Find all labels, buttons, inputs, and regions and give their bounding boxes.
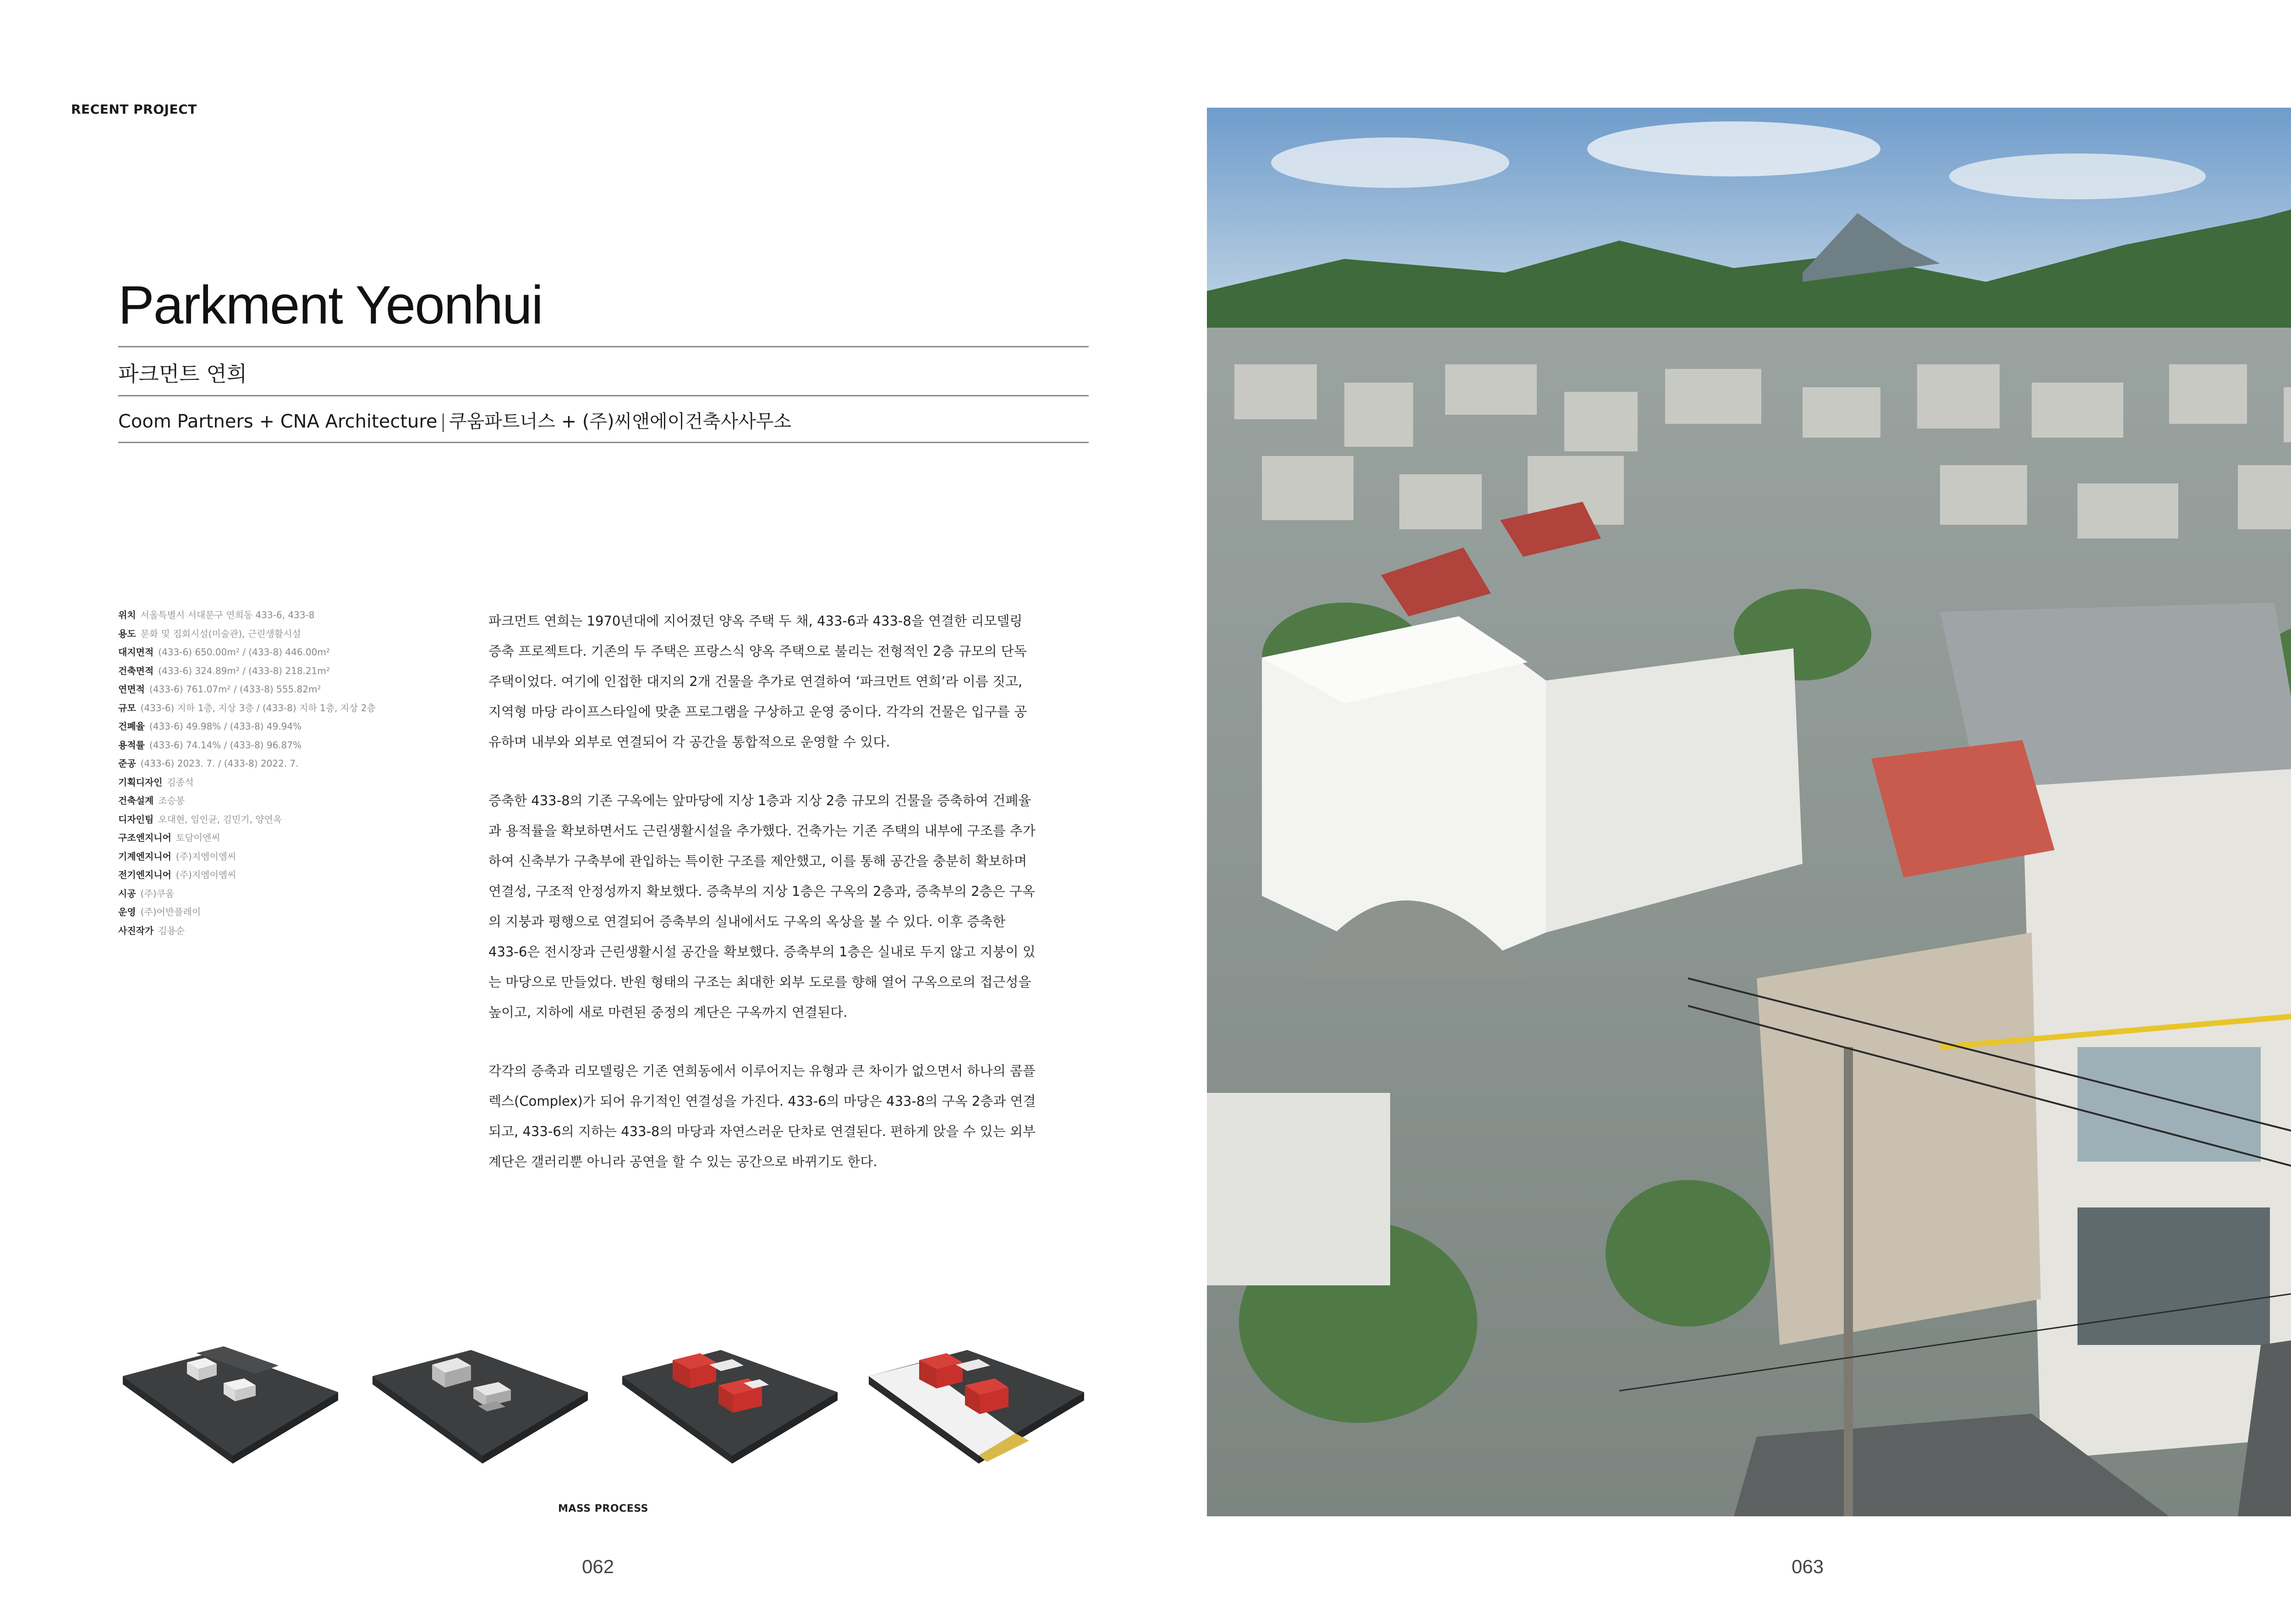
spec-row <box>118 643 448 662</box>
spec-value: (주)지엠이엠씨 <box>175 850 236 862</box>
spec-label: 시공 <box>118 888 136 899</box>
architect-credit <box>118 407 791 433</box>
body-paragraph: 증축한 433-8의 기존 구옥에는 앞마당에 지상 1층과 지상 2층 규모의 건물을 증축하여 건폐율과 용적률을 확보하면서도 근린생활시설을 추가했다. 건축가는 기존 주택의 내부에 구조를 추가하여 신축부가 구축부에 관입하는 특이한 구조를 제안했고, 이를 통해 공간을 충분히 확보하며 연결성, 구조적 안정성까지 확보했다. 증축부의 지상 1층은 구옥의 2층과, 증축부의 2층은 구옥의 지붕과 평행으로 연결되어 증축부의 실내에서도 구옥의 옥상을 볼 수 있다. 이후 증축한 433-6은 전시장과 근린생활시설 공간을 확보했다. 증축부의 1층은 실내로 두지 않고 지붕이 있는 마당으로 만들었다. 반원 형태의 구조는 최대한 외부 도로를 향해 열어 구옥으로의 접근성을 높이고, 지하에 새로 마련된 중정의 계단은 구옥까지 연결된다. <box>488 793 1036 1020</box>
spec-value: 문화 및 집회시설(미술관), 근린생활시설 <box>140 628 301 639</box>
spec-row <box>118 791 448 810</box>
architect-ko: 쿠움파트너스 + (주)씨앤에이건축사사무소 <box>449 411 792 432</box>
mass-step-1 <box>118 1337 343 1488</box>
spec-value: (433-6) 2023. 7. / (433-8) 2022. 7. <box>140 758 299 769</box>
subtitle-divider <box>118 395 1089 396</box>
credit-separator: | <box>440 411 447 432</box>
spec-label: 디자인팀 <box>118 813 154 825</box>
spec-label: 대지면적 <box>118 647 154 658</box>
spec-row <box>118 625 448 643</box>
page-number-right: 063 <box>1792 1556 1824 1577</box>
spec-row <box>118 866 448 884</box>
spec-value: 김용순 <box>158 925 185 936</box>
mass-step-3 <box>618 1337 842 1488</box>
spec-row <box>118 736 448 755</box>
spec-row <box>118 903 448 922</box>
spec-row <box>118 606 448 625</box>
spec-row <box>118 717 448 736</box>
spec-label: 건축설계 <box>118 795 154 806</box>
spec-label: 구조엔지니어 <box>118 832 171 843</box>
spec-row <box>118 847 448 866</box>
title-divider <box>118 346 1089 347</box>
spec-label: 용도 <box>118 628 136 639</box>
spec-row <box>118 884 448 903</box>
spec-value: 김종석 <box>167 776 194 788</box>
spec-value: (주)지엠이엠씨 <box>175 869 236 880</box>
mass-step-4 <box>864 1337 1089 1488</box>
spec-row <box>118 662 448 680</box>
spec-row <box>118 754 448 773</box>
article-body <box>488 606 1038 1205</box>
spec-value: (주)어반플레이 <box>140 906 201 917</box>
spec-row <box>118 922 448 940</box>
body-paragraph: 파크먼트 연희는 1970년대에 지어졌던 양옥 주택 두 채, 433-6과 433-8을 연결한 리모델링 증축 프로젝트다. 기존의 두 주택은 프랑스식 양옥 주택으로 불리는 전형적인 2층 규모의 단독주택이었다. 여기에 인접한 대지의 2개 건물을 추가로 연결하여 ‘파크먼트 연희’라 이름 짓고, 지역형 마당 라이프스타일에 맞춘 프로그램을 구상하고 운영 중이다. 각각의 건물은 입구를 공유하며 내부와 외부로 연결되어 각 공간을 통합적으로 운영할 수 있다. <box>488 613 1027 750</box>
spec-label: 연면적 <box>118 684 145 695</box>
spec-label: 사진작가 <box>118 925 154 936</box>
spec-label: 준공 <box>118 758 136 769</box>
project-specs <box>118 606 448 940</box>
spec-value: 오대현, 임인균, 김민기, 양연옥 <box>158 813 282 825</box>
body-paragraph: 각각의 증축과 리모델링은 기존 연희동에서 이루어지는 유형과 큰 차이가 없으면서 하나의 콤플렉스(Complex)가 되어 유기적인 연결성을 가진다. 433-6의 마당은 433-8의 구옥 2층과 연결되고, 433-6의 지하는 433-8의 마당과 자연스러운 단차로 연결된다. 편하게 앉을 수 있는 외부 계단은 갤러리뿐 아니라 공연을 할 수 있는 공간으로 바뀌기도 한다. <box>488 1063 1036 1169</box>
spec-value: 서울특별시 서대문구 연희동 433-6, 433-8 <box>140 609 315 620</box>
section-tag: RECENT PROJECT <box>71 102 197 117</box>
spec-row <box>118 828 448 847</box>
mass-process-diagram <box>118 1337 1089 1488</box>
spec-label: 운영 <box>118 906 136 917</box>
spec-label: 건축면적 <box>118 665 154 676</box>
mass-step-2 <box>368 1337 592 1488</box>
spec-row <box>118 699 448 718</box>
spec-value: (433-6) 324.89m² / (433-8) 218.21m² <box>158 665 330 676</box>
spec-value: (433-6) 지하 1층, 지상 3층 / (433-8) 지하 1층, 지상 2층 <box>140 702 376 713</box>
spec-value: (433-6) 761.07m² / (433-8) 555.82m² <box>149 684 321 695</box>
spec-value: (433-6) 74.14% / (433-8) 96.87% <box>149 739 302 751</box>
spec-label: 전기엔지니어 <box>118 869 171 880</box>
figure-caption: MASS PROCESS <box>558 1503 648 1514</box>
architect-en: Coom Partners + CNA Architecture <box>118 411 438 432</box>
spec-label: 기계엔지니어 <box>118 850 171 862</box>
aerial-photo <box>1207 108 2291 1516</box>
project-title-en: Parkment Yeonhui <box>118 275 543 335</box>
project-title-ko: 파크먼트 연희 <box>118 362 247 386</box>
spec-row <box>118 680 448 699</box>
spec-value: (433-6) 650.00m² / (433-8) 446.00m² <box>158 647 330 658</box>
spec-label: 용적률 <box>118 739 145 751</box>
page-number-left: 062 <box>582 1556 614 1577</box>
spec-value: 토담이엔씨 <box>175 832 220 843</box>
spec-label: 위치 <box>118 609 136 620</box>
spec-label: 기획디자인 <box>118 776 163 788</box>
spec-row <box>118 773 448 792</box>
spec-label: 건폐율 <box>118 721 145 732</box>
credit-divider <box>118 442 1089 443</box>
spec-row <box>118 810 448 829</box>
spec-label: 규모 <box>118 702 136 713</box>
spec-value: 조승봉 <box>158 795 185 806</box>
spec-value: (주)쿠움 <box>140 888 175 899</box>
spec-value: (433-6) 49.98% / (433-8) 49.94% <box>149 721 302 732</box>
